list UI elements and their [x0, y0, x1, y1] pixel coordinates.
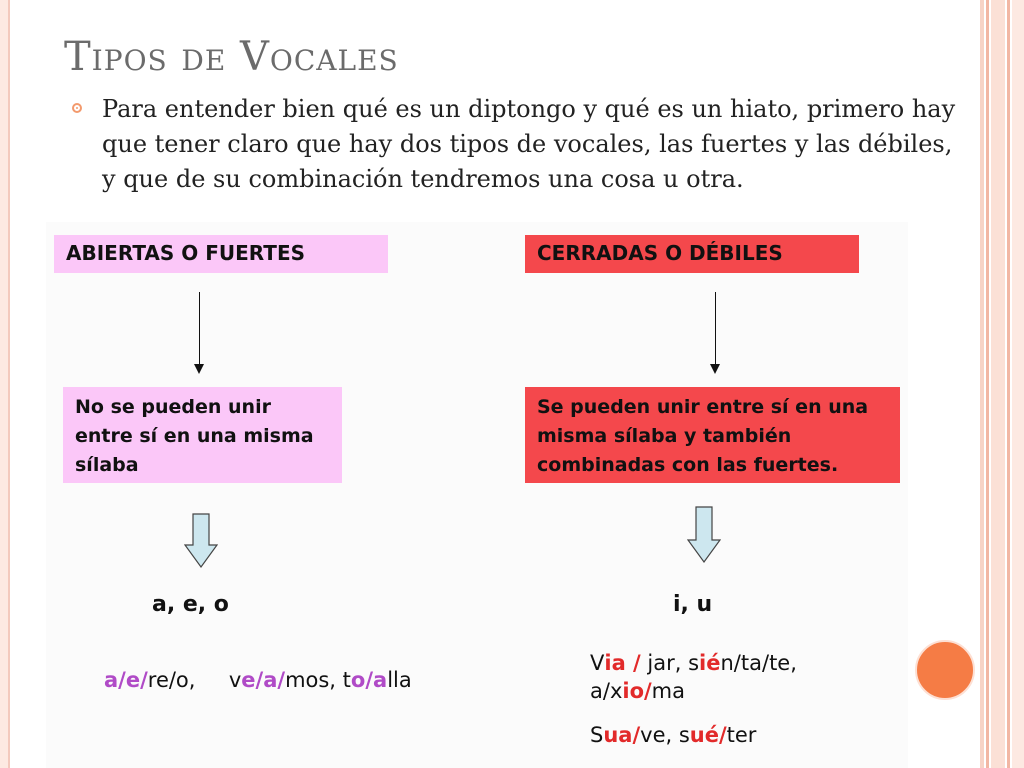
weak-vowels-heading: CERRADAS O DÉBILES: [525, 235, 859, 273]
right-down-arrow-icon: [715, 292, 716, 372]
bullet-icon: [72, 103, 82, 113]
weak-vowels-examples-2: Sua/ve, sué/ter: [590, 723, 757, 747]
strong-vowels-heading: ABIERTAS O FUERTES: [54, 235, 388, 273]
left-down-arrow-icon: [199, 292, 200, 372]
right-decorative-bars: [980, 0, 1024, 768]
strong-vowels-list: a, e, o: [152, 592, 229, 617]
strong-vowels-description: No se pueden unir entre sí en una misma sílaba: [63, 387, 342, 483]
slide-paragraph: Para entender bien qué es un diptongo y qué es un hiato, primero hay que tener claro que hay dos tipos de vocales, las fuertes y las débiles, y que de su combinación tendremos una cosa u otra.: [102, 95, 956, 193]
weak-vowels-list: i, u: [673, 592, 713, 617]
slide-title: Tipos de Vocales: [64, 34, 399, 80]
vowel-diagram: [46, 222, 908, 768]
left-frame-band: [0, 0, 8, 768]
weak-vowels-examples-1: Via / jar, sién/ta/te, a/xio/ma: [590, 651, 797, 703]
weak-vowels-description: Se pueden unir entre sí en una misma sílaba y también combinadas con las fuertes.: [525, 387, 900, 483]
left-block-arrow-icon: [184, 513, 218, 569]
right-block-arrow-icon: [687, 506, 721, 564]
left-frame-line: [8, 0, 10, 768]
strong-vowels-examples: a/e/re/o, ve/a/mos, to/alla: [104, 668, 412, 692]
decorative-circle: [915, 640, 975, 700]
